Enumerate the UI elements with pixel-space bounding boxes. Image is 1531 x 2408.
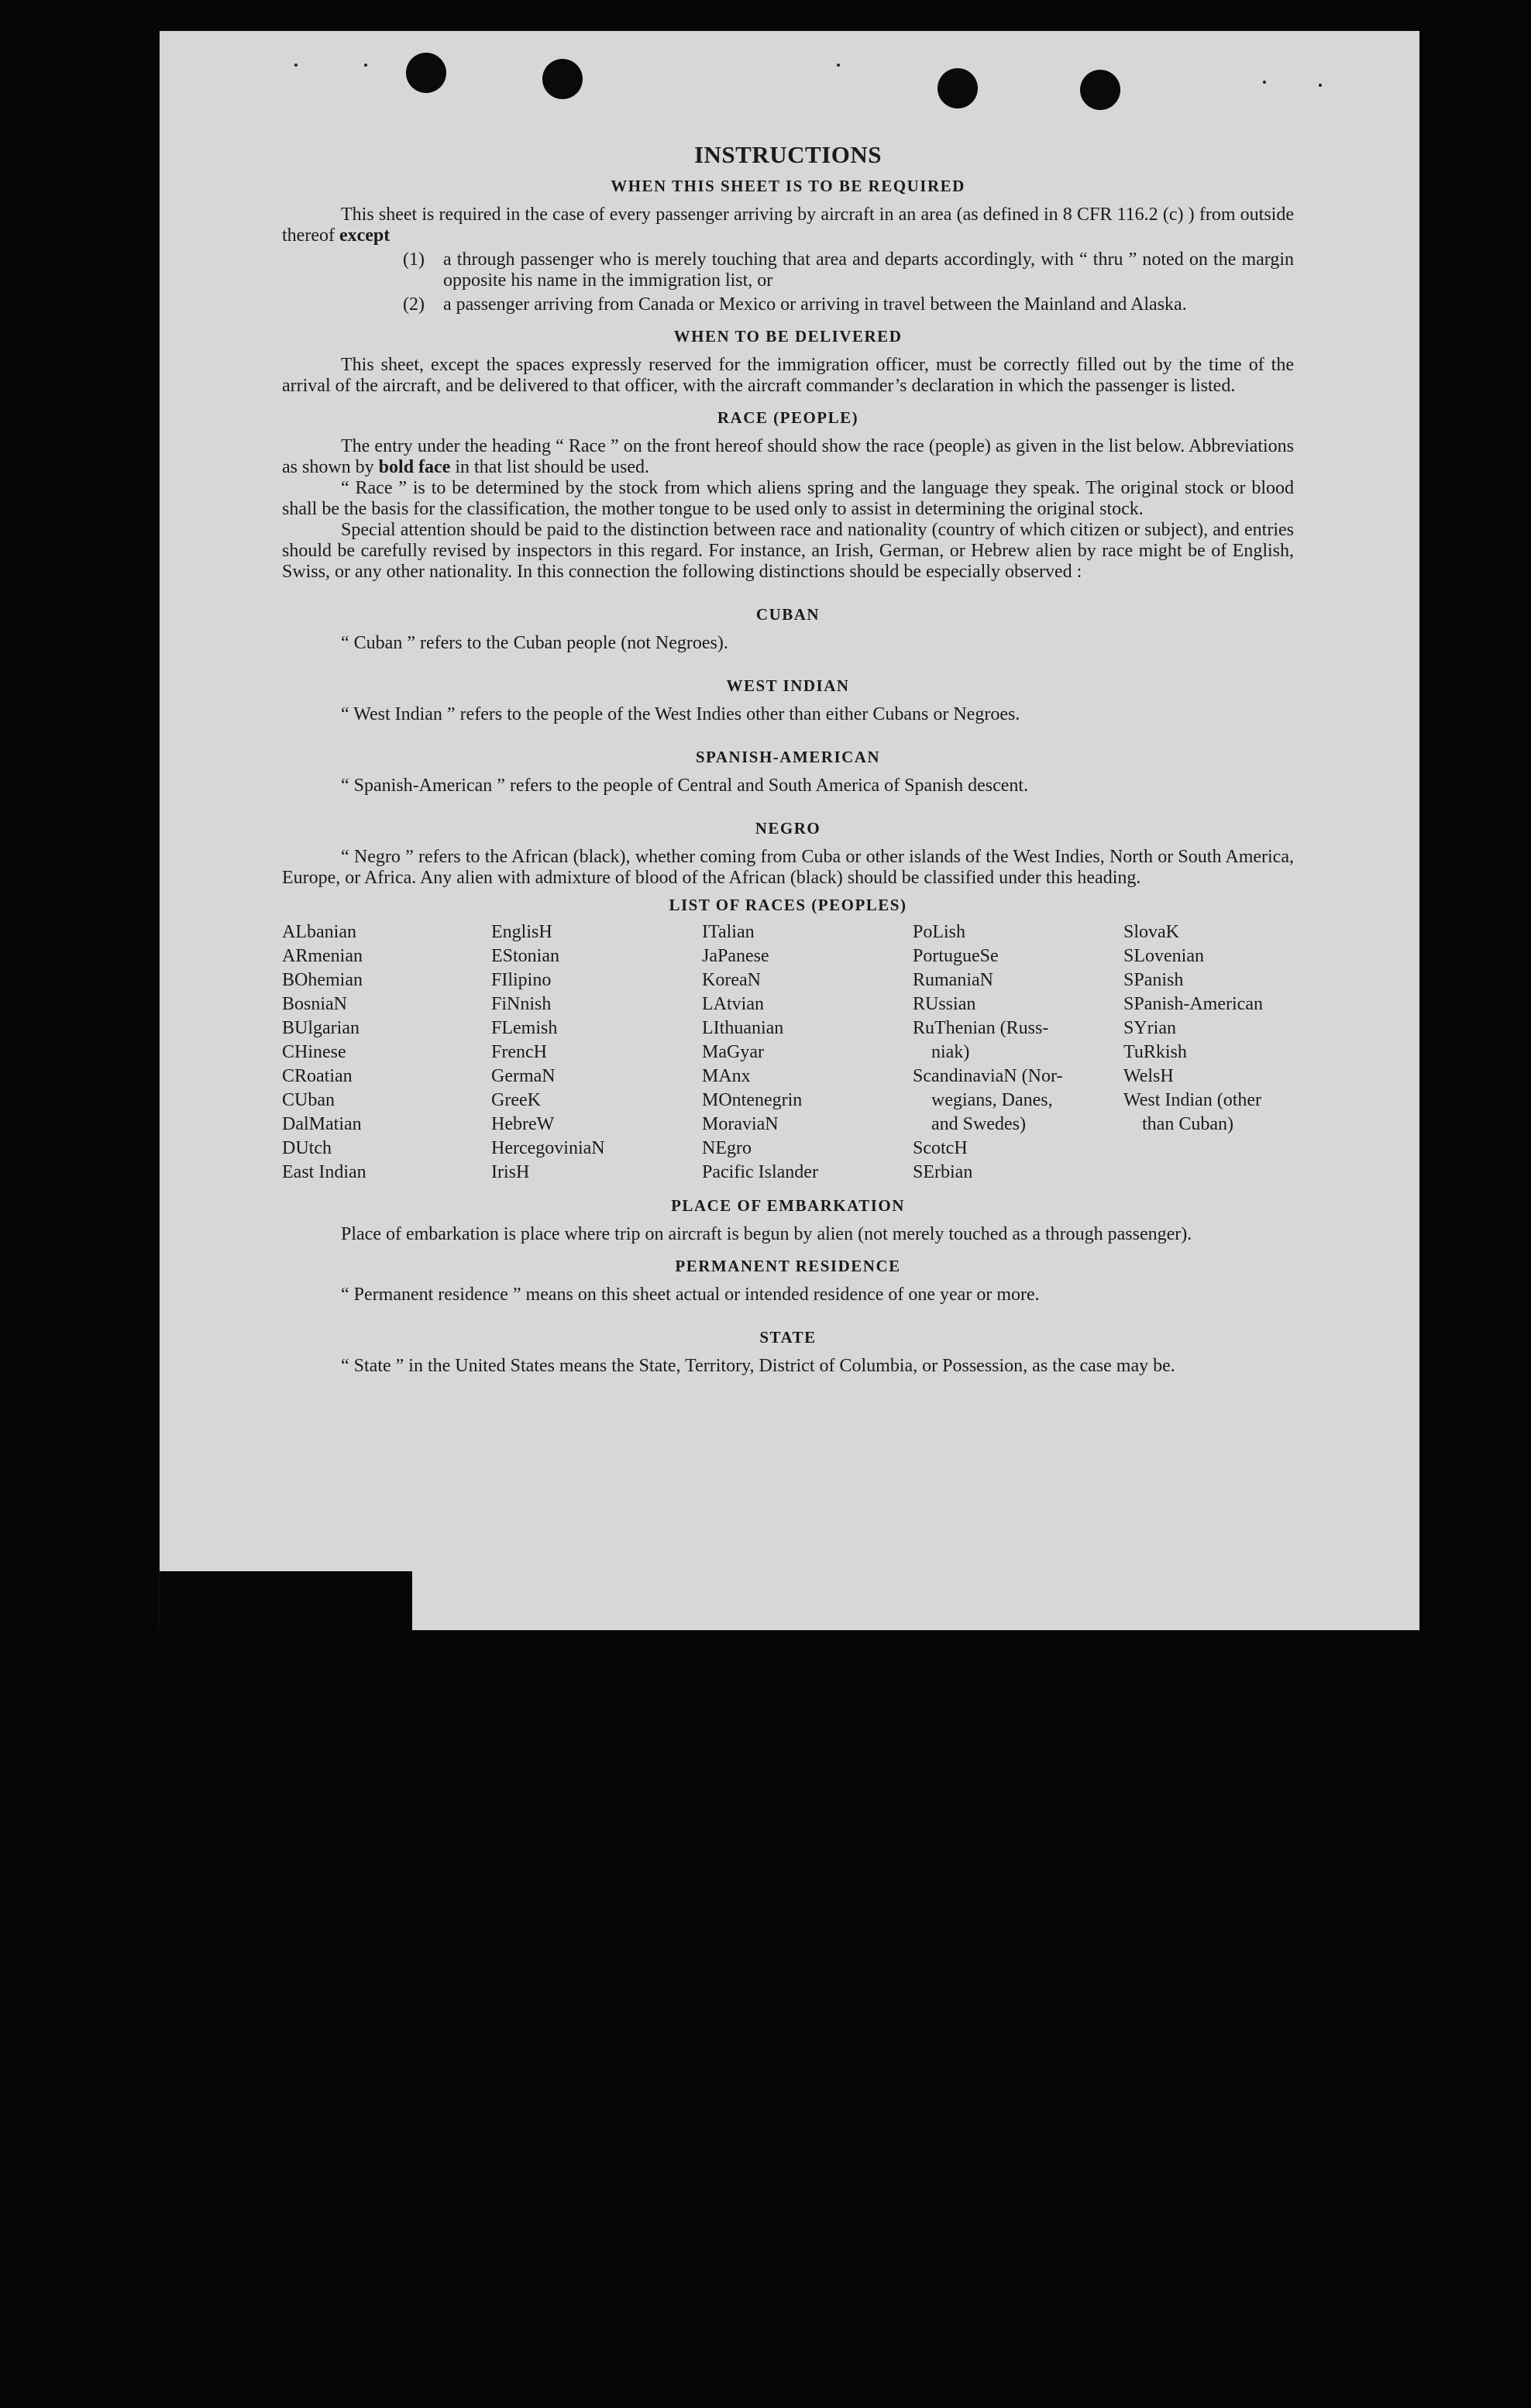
race-entry: ScotcH (913, 1138, 968, 1158)
section-heading-spanish-american: SPANISH-AMERICAN (695, 748, 881, 766)
race-entry: SLovenian (1123, 946, 1204, 966)
race-entry: RumaniaN (913, 970, 993, 990)
punch-hole (938, 68, 978, 108)
race-paragraph-2: “ Race ” is to be determined by the stock from which aliens spring and the language they speak. The original stock or blood shall be the basis for the classification, the mother tongue to be used only to assist in determining the original stock. (282, 478, 1294, 519)
race-entry: RuThenian (Russ- (913, 1018, 1049, 1038)
race-entry: ITalian (702, 922, 755, 942)
state-text: “ State ” in the United States means the State, Territory, District of Columbia, or Possession, as the case may be. (341, 1356, 1175, 1376)
document-page (160, 31, 1419, 1630)
race-entry: EnglisH (491, 922, 552, 942)
when-delivered-text: This sheet, except the spaces expressly reserved for the immigration officer, must be correctly filled out by the time of the arrival of the aircraft, and be delivered to that officer, with the aircraft commander’s declaration in which the passenger is listed. (282, 355, 1294, 396)
race-entry: SlovaK (1123, 922, 1179, 942)
punch-hole (406, 53, 446, 93)
races-table (282, 920, 1294, 1185)
race-entry: MOntenegrin (702, 1090, 803, 1110)
exception-item-2: (2) a passenger arriving from Canada or Mexico or arriving in travel between the Mainland and Alaska. (403, 294, 1187, 315)
punch-hole (542, 59, 583, 99)
race-entry: FiNnish (491, 994, 552, 1014)
section-heading-residence: PERMANENT RESIDENCE (675, 1257, 901, 1275)
negro-text: “ Negro ” refers to the African (black), whether coming from Cuba or other islands of the West Indies, North or South America, Europe, or Africa. Any alien with admixture of blood of the African (black) should be classified under this heading. (282, 847, 1294, 888)
race-entry: JaPanese (702, 946, 769, 966)
speck (364, 64, 367, 67)
race-entry: CRoatian (282, 1066, 353, 1086)
race-entry: MoraviaN (702, 1114, 779, 1134)
race-entry: MaGyar (702, 1042, 764, 1062)
race-entry: niak) (931, 1042, 970, 1062)
race-entry: ScandinaviaN (Nor- (913, 1066, 1063, 1086)
section-heading-west-indian: WEST INDIAN (726, 676, 850, 695)
race-entry: WelsH (1123, 1066, 1174, 1086)
race-entry: CUban (282, 1090, 335, 1110)
race-entry: PoLish (913, 922, 966, 942)
instructions-content (282, 141, 1294, 1377)
cuban-text: “ Cuban ” refers to the Cuban people (not Negroes). (341, 633, 728, 653)
section-heading-embarkation: PLACE OF EMBARKATION (671, 1196, 905, 1215)
race-entry: GermaN (491, 1066, 556, 1086)
race-entry: GreeK (491, 1090, 541, 1110)
speck (1263, 81, 1266, 84)
punch-hole (1080, 70, 1120, 110)
race-entry: IrisH (491, 1162, 530, 1182)
section-heading-when-required: WHEN THIS SHEET IS TO BE REQUIRED (611, 177, 965, 195)
race-entry: SErbian (913, 1162, 973, 1182)
race-entry: FrencH (491, 1042, 547, 1062)
race-entry: KoreaN (702, 970, 761, 990)
speck (294, 64, 298, 67)
embarkation-text: Place of embarkation is place where trip on aircraft is begun by alien (not merely touched as a through passenger). (341, 1224, 1192, 1244)
section-heading-list-of-races: LIST OF RACES (PEOPLES) (669, 896, 907, 914)
race-entry: FLemish (491, 1018, 558, 1038)
race-entry: SPanish-American (1123, 994, 1263, 1014)
race-entry (1123, 1161, 1294, 1185)
race-entry: HercegoviniaN (491, 1138, 605, 1158)
race-entry: HebreW (491, 1114, 555, 1134)
page-title: INSTRUCTIONS (693, 141, 882, 168)
race-entry: BosniaN (282, 994, 347, 1014)
race-entry: BOhemian (282, 970, 363, 990)
race-entry: NEgro (702, 1138, 752, 1158)
spanish-american-text: “ Spanish-American ” refers to the people of Central and South America of Spanish descent. (341, 776, 1029, 796)
race-entry: ALbanian (282, 922, 356, 942)
section-heading-state: STATE (759, 1328, 817, 1347)
race-entry: West Indian (other (1123, 1090, 1262, 1110)
section-heading-cuban: CUBAN (755, 605, 821, 624)
race-entry: wegians, Danes, (931, 1090, 1053, 1110)
race-entry: and Swedes) (931, 1114, 1026, 1134)
race-entry: East Indian (282, 1162, 366, 1182)
race-entry: than Cuban) (1142, 1114, 1233, 1134)
race-entry: DalMatian (282, 1114, 362, 1134)
section-heading-negro: NEGRO (755, 819, 821, 838)
exception-item-1: (1) a through passenger who is merely touching that area and departs accordingly, with “ thru ” noted on the margin opposite his name in the immigration list, or (403, 249, 1294, 291)
race-entry: LAtvian (702, 994, 764, 1014)
race-entry: CHinese (282, 1042, 346, 1062)
section-heading-when-delivered: WHEN TO BE DELIVERED (673, 327, 903, 346)
race-entry: RUssian (913, 994, 976, 1014)
torn-corner (160, 1571, 412, 1633)
race-paragraph-1: The entry under the heading “ Race ” on the front hereof should show the race (people) as given in the list below. Abbreviations as shown by bold face in that list should be used. (282, 436, 1294, 477)
race-entry: EStonian (491, 946, 559, 966)
race-entry: LIthuanian (702, 1018, 784, 1038)
residence-text: “ Permanent residence ” means on this sheet actual or intended residence of one year or more. (341, 1285, 1040, 1305)
race-entry: PortugueSe (913, 946, 999, 966)
section-heading-race: RACE (PEOPLE) (717, 408, 859, 427)
when-required-intro: This sheet is required in the case of every passenger arriving by aircraft in an area (as defined in 8 CFR 116.2 (c) ) from outside thereof except (282, 205, 1294, 246)
race-entry: SPanish (1123, 970, 1184, 990)
race-entry: BUlgarian (282, 1018, 360, 1038)
speck (837, 64, 840, 67)
race-entry: MAnx (702, 1066, 751, 1086)
race-entry (1123, 1137, 1294, 1161)
race-entry: SYrian (1123, 1018, 1176, 1038)
race-entry: DUtch (282, 1138, 332, 1158)
race-entry: ARmenian (282, 946, 363, 966)
race-paragraph-3: Special attention should be paid to the distinction between race and nationality (country of which citizen or subject), and entries should be carefully revised by inspectors in this regard. For instance, an Irish, German, or Hebrew alien by race might be of English, Swiss, or any other nationality. In this connection the following distinctions should be especially observed : (282, 520, 1294, 582)
race-entry: Pacific Islander (702, 1162, 818, 1182)
race-entry: FIlipino (491, 970, 552, 990)
west-indian-text: “ West Indian ” refers to the people of the West Indies other than either Cubans or Negroes. (341, 704, 1020, 724)
speck (1319, 84, 1322, 87)
race-entry: TuRkish (1123, 1042, 1187, 1062)
